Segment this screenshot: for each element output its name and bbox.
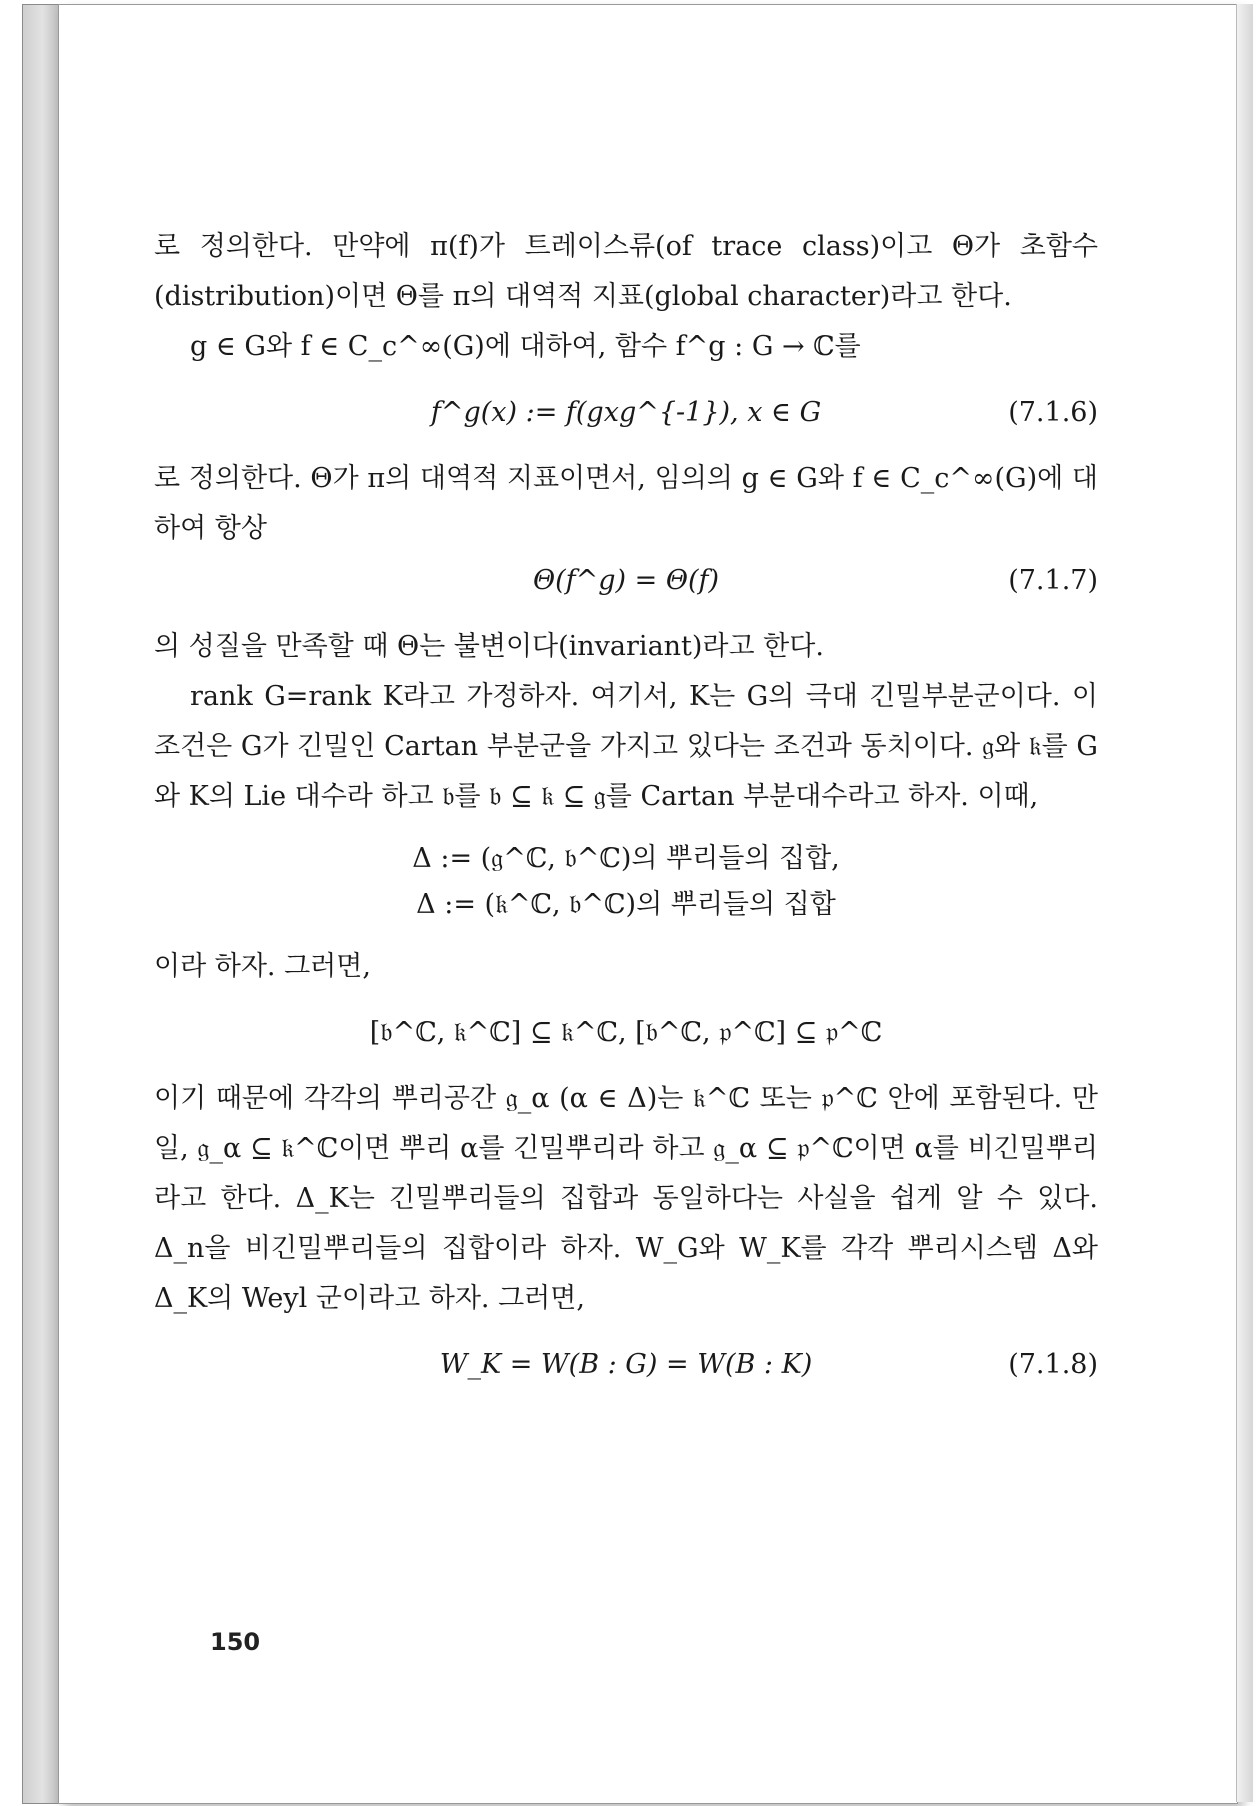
bracket-inclusions xyxy=(154,1008,1098,1058)
page-body xyxy=(154,222,1098,1406)
equation-7-1-6 xyxy=(154,388,1098,438)
equation-number: (7.1.7) xyxy=(1008,565,1098,596)
equation-number: (7.1.8) xyxy=(1008,1349,1098,1380)
paragraph-1: 로 정의한다. 만약에 π(f)가 트레이스류(of trace class)이고 Θ가 초함수(distribution)이면 Θ를 π의 대역적 지표(global character)라고 한다. xyxy=(154,231,1098,312)
paragraph-5: rank G=rank K라고 가정하자. 여기서, K는 G의 극대 긴밀부분군이다. 이 조건은 G가 긴밀인 Cartan 부분군을 가지고 있다는 조건과 동치이다. 𝔤와 𝔨를 G와 K의 Lie 대수라 하고 𝔟를 𝔟 ⊆ 𝔨 ⊆ 𝔤를 Cartan 부분대수라고 하자. 이때, xyxy=(154,681,1098,812)
root-set-definitions xyxy=(154,836,1098,928)
equation-expr: f^g(x) := f(gxg^{-1}), x ∈ G xyxy=(430,397,822,428)
paragraph-4: 의 성질을 만족할 때 Θ는 불변이다(invariant)라고 한다. xyxy=(154,631,824,662)
equation-expr: [𝔟^ℂ, 𝔨^ℂ] ⊆ 𝔨^ℂ, [𝔟^ℂ, 𝔭^ℂ] ⊆ 𝔭^ℂ xyxy=(369,1017,883,1048)
equation-7-1-7 xyxy=(154,556,1098,606)
page-edge xyxy=(1236,4,1253,1802)
paragraph-2: g ∈ G와 f ∈ C_c^∞(G)에 대하여, 함수 f^g : G → ℂ를 xyxy=(190,331,861,362)
root-set-k: Δ := (𝔨^ℂ, 𝔟^ℂ)의 뿌리들의 집합 xyxy=(416,889,836,920)
book-spine xyxy=(22,4,60,1804)
paragraph-7: 이기 때문에 각각의 뿌리공간 𝔤_α (α ∈ Δ)는 𝔨^ℂ 또는 𝔭^ℂ 안에 포함된다. 만일, 𝔤_α ⊆ 𝔨^ℂ이면 뿌리 α를 긴밀뿌리라 하고 𝔤_α ⊆ 𝔭^ℂ이면 α를 비긴밀뿌리라고 한다. Δ_K는 긴밀뿌리들의 집합과 동일하다는 사실을 쉽게 알 수 있다. Δ_n을 비긴밀뿌리들의 집합이라 하자. W_G와 W_K를 각각 뿌리시스템 Δ와 Δ_K의 Weyl 군이라고 하자. 그러면, xyxy=(154,1083,1098,1314)
paragraph-3: 로 정의한다. Θ가 π의 대역적 지표이면서, 임의의 g ∈ G와 f ∈ C_c^∞(G)에 대하여 항상 xyxy=(154,463,1098,544)
root-set-g: Δ := (𝔤^ℂ, 𝔟^ℂ)의 뿌리들의 집합, xyxy=(412,843,840,874)
paragraph-6: 이라 하자. 그러면, xyxy=(154,951,371,982)
equation-7-1-8 xyxy=(154,1340,1098,1390)
equation-expr: W_K = W(B : G) = W(B : K) xyxy=(439,1349,813,1380)
equation-number: (7.1.6) xyxy=(1008,397,1098,428)
equation-expr: Θ(f^g) = Θ(f) xyxy=(532,565,720,596)
page-number: 150 xyxy=(210,1628,261,1656)
